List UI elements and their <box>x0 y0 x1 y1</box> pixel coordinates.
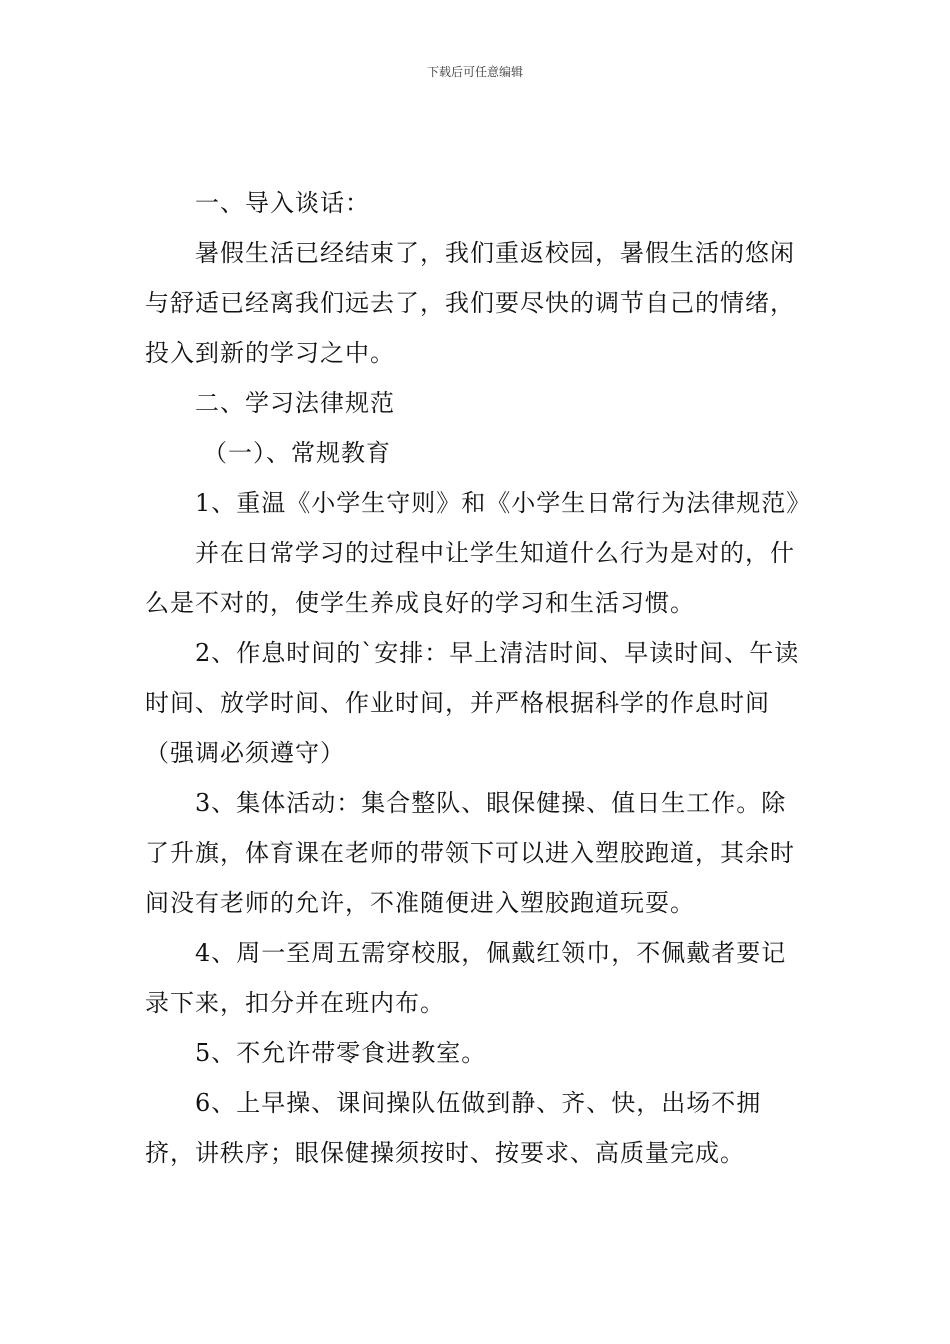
paragraph-intro-text: 暑假生活已经结束了，我们重返校园，暑假生活的悠闲与舒适已经离我们远去了，我们要尽快的调节自己的情绪，投入到新的学习之中。 <box>145 239 795 367</box>
list-item-6: 6、上早操、课间操队伍做到静、齐、快，出场不拥挤，讲秩序；眼保健操须按时、按要求、高质量完成。 <box>145 1089 762 1167</box>
subsection-heading-routine: （一）、常规教育 <box>203 439 391 467</box>
document-body <box>145 178 810 1178</box>
list-item-5: 5、不允许带零食进教室。 <box>195 1039 487 1067</box>
paragraph-behavior: 并在日常学习的过程中让学生知道什么行为是对的，什么是不对的，使学生养成良好的学习和生活习惯。 <box>145 539 795 617</box>
list-item-4: 4、周一至周五需穿校服，佩戴红领巾，不佩戴者要记录下来，扣分并在班内布。 <box>145 939 787 1017</box>
list-item-2: 2、作息时间的`安排：早上清洁时间、早读时间、午读时间、放学时间、作业时间，并严格根据科学的作息时间（强调必须遵守） <box>145 639 800 767</box>
page-header: 下载后可任意编辑 <box>426 65 523 79</box>
section-heading-intro: 一、导入谈话： <box>195 189 370 217</box>
list-item-3: 3、集体活动：集合整队、眼保健操、值日生工作。除了升旗，体育课在老师的带领下可以进入塑胶跑道，其余时间没有老师的允许，不准随便进入塑胶跑道玩耍。 <box>145 789 795 917</box>
section-heading-rules: 二、学习法律规范 <box>195 389 395 417</box>
list-item-1: 1、重温《小学生守则》和《小学生日常行为法律规范》 <box>195 489 812 517</box>
